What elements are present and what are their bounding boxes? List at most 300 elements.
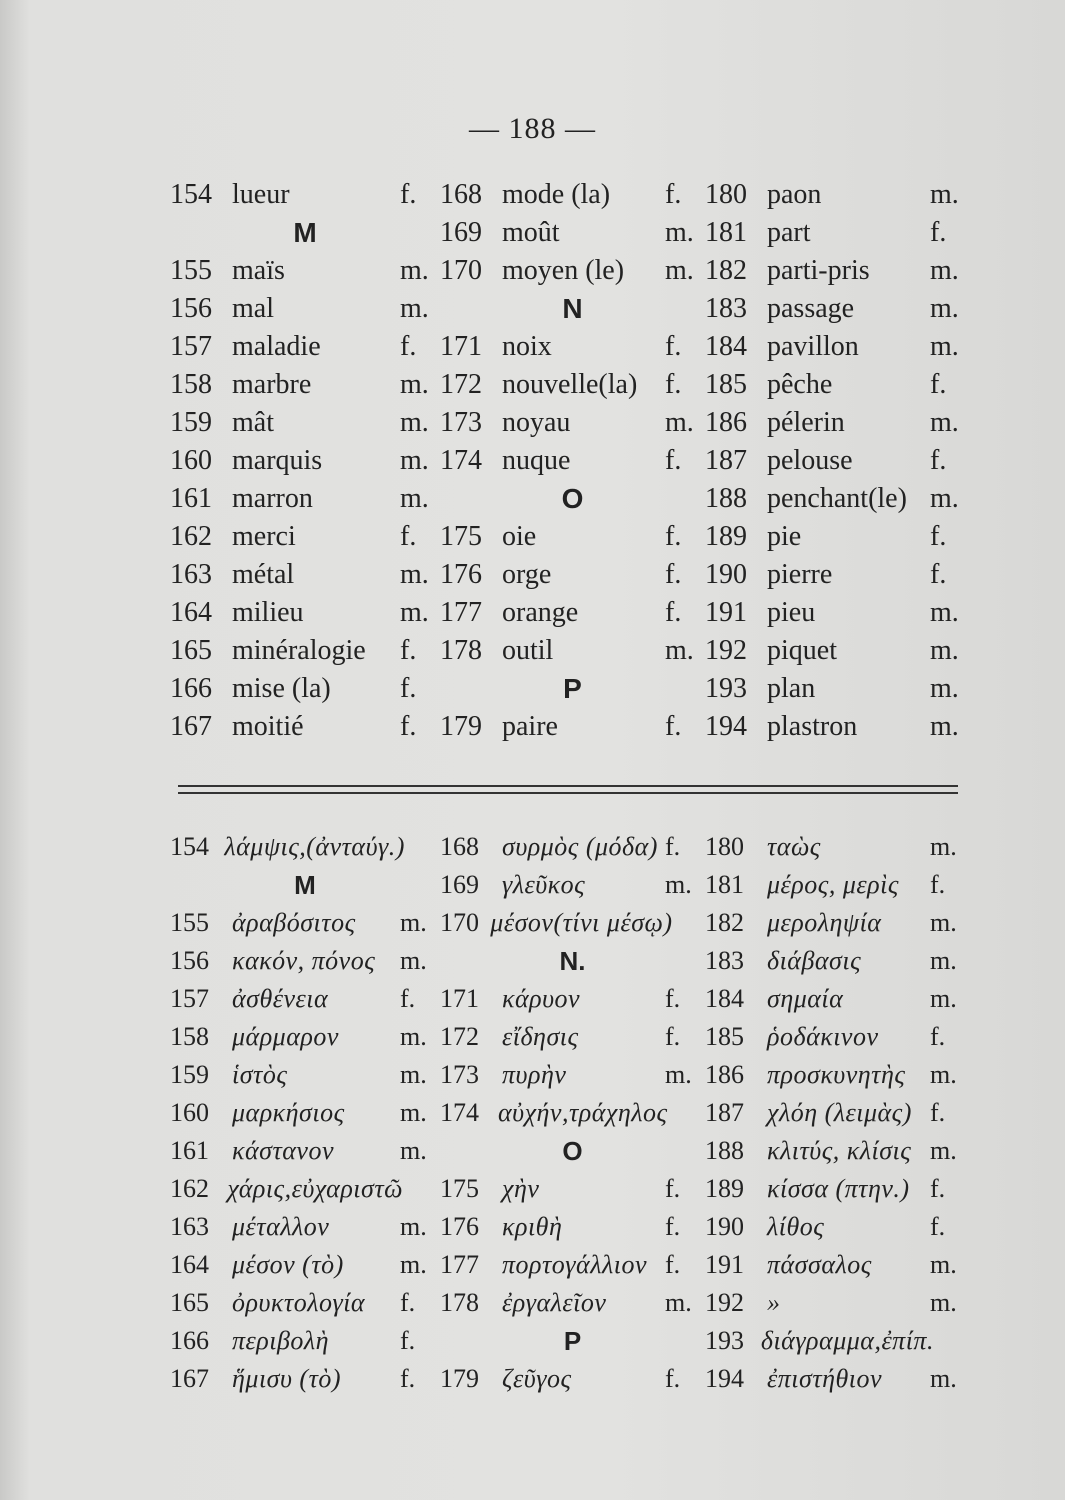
entry-gender: m. [930,597,959,628]
entry-gender: f. [930,217,947,248]
entry-term: ἱστὸς [232,1060,288,1089]
entry-term: ῥοδάκινον [767,1022,879,1051]
entry-number: 154 [170,179,212,210]
entry-term: paire [502,711,558,742]
entry-number: 169 [440,217,482,248]
entry-gender: m. [400,1212,427,1241]
entry-term: ἀραβόσιτος [232,908,356,937]
vocab-entry [705,1246,970,1284]
letter-heading-text: N [562,293,583,324]
letter-heading-text: O [562,1136,583,1166]
entry-term: milieu [232,597,304,628]
entry-number: 157 [170,984,209,1013]
vocab-entry [440,1284,705,1322]
entry-number: 171 [440,331,482,362]
entry-number: 159 [170,407,212,438]
entry-term: lueur [232,179,290,210]
entry-number: 173 [440,1060,479,1089]
vocab-entry [705,480,970,518]
vocab-entry [170,828,440,866]
entry-number: 179 [440,1364,479,1393]
vocab-column [170,176,440,746]
page-number: — 188 — [469,112,596,145]
vocab-entry [705,1322,970,1360]
entry-term: μέσον(τίνι μέσῳ) [490,908,673,937]
entry-gender: f. [665,331,682,362]
entry-term: marquis [232,445,323,476]
entry-term: λίθος [767,1212,825,1241]
section-divider [178,785,958,794]
entry-term: κάρυον [502,984,581,1013]
entry-number: 190 [705,559,747,590]
vocab-entry [170,556,440,594]
entry-gender: m. [400,908,427,937]
entry-term: pélerin [767,407,845,438]
entry-number: 166 [170,1326,209,1355]
entry-gender: m. [930,1060,957,1089]
entry-term: orge [502,559,552,590]
vocab-entry [705,1132,970,1170]
entry-term: προσκυνητὴς [767,1060,906,1089]
entry-term: κλιτύς, κλίσις [767,1136,912,1165]
entry-number: 156 [170,293,212,324]
entry-gender: f. [665,984,681,1013]
entry-gender: m. [665,255,694,286]
vocab-column [440,176,705,746]
entry-gender: f. [665,1174,681,1203]
entry-term: συρμὸς (μόδα) [502,832,658,861]
entry-term: περιβολὴ [232,1326,330,1355]
entry-number: 165 [170,1288,209,1317]
entry-gender: m. [930,908,957,937]
entry-term: part [767,217,811,248]
entry-term: outil [502,635,554,666]
entry-term: mât [232,407,274,438]
entry-number: 181 [705,870,744,899]
vocab-entry [440,328,705,366]
entry-gender: f. [400,1364,416,1393]
entry-gender: m. [400,483,429,514]
entry-term: κίσσα (πτην.) [767,1174,910,1203]
vocab-entry [440,1208,705,1246]
entry-number: 190 [705,1212,744,1241]
entry-term: χάρις,εὐχαριστῶ [227,1174,404,1203]
entry-number: 184 [705,984,744,1013]
vocab-entry [705,176,970,214]
entry-number: 186 [705,1060,744,1089]
letter-heading [440,942,705,980]
entry-term: μέσον (τὸ) [232,1250,344,1279]
vocab-entry [440,442,705,480]
letter-heading-text: O [561,483,584,514]
entry-number: 172 [440,1022,479,1051]
vocab-entry [705,594,970,632]
entry-gender [668,1094,705,1132]
vocab-entry [440,252,705,290]
entry-number: 160 [170,445,212,476]
vocab-entry [170,480,440,518]
entry-number: 184 [705,331,747,362]
entry-term: paon [767,179,822,210]
vocab-entry [170,1360,440,1398]
entry-term: ὀρυκτολογία [232,1288,366,1317]
vocab-column [170,828,440,1398]
vocab-entry [440,632,705,670]
entry-gender: m. [930,711,959,742]
entry-term: » [767,1288,781,1317]
entry-gender: f. [400,179,417,210]
vocab-entry [705,904,970,942]
entry-term: μαρκήσιος [232,1098,345,1127]
entry-term: merci [232,521,296,552]
entry-gender: m. [400,445,429,476]
vocab-column [705,828,970,1398]
vocab-entry [440,1246,705,1284]
entry-term: pelouse [767,445,853,476]
entry-gender: m. [930,946,957,975]
entry-number: 158 [170,1022,209,1051]
vocab-entry [440,708,705,746]
letter-heading [170,214,440,252]
entry-gender: f. [930,1022,946,1051]
entry-number: 160 [170,1098,209,1127]
entry-number: 173 [440,407,482,438]
entry-number: 156 [170,946,209,975]
vocab-entry [440,980,705,1018]
entry-term: mise (la) [232,673,331,704]
vocab-entry [440,866,705,904]
entry-gender: m. [400,1022,427,1051]
vocab-entry [170,328,440,366]
entry-gender: m. [930,673,959,704]
entry-gender: f. [400,1288,416,1317]
vocab-entry [170,632,440,670]
entry-gender: f. [400,635,417,666]
letter-heading-text: N. [559,946,586,976]
entry-gender: m. [665,635,694,666]
vocab-entry [440,176,705,214]
entry-number: 168 [440,179,482,210]
entry-gender: f. [665,445,682,476]
letter-heading-text: M [293,217,317,248]
entry-term: nuque [502,445,571,476]
entry-number: 179 [440,711,482,742]
entry-term: pavillon [767,331,859,362]
entry-gender: f. [400,711,417,742]
vocab-entry [440,404,705,442]
entry-gender: m. [930,984,957,1013]
vocab-entry [705,252,970,290]
vocab-entry [440,1056,705,1094]
entry-number: 193 [705,1326,744,1355]
vocab-entry [705,1094,970,1132]
entry-gender: f. [930,445,947,476]
vocab-entry [705,942,970,980]
entry-gender: f. [665,1212,681,1241]
entry-number: 182 [705,255,747,286]
entry-number: 159 [170,1060,209,1089]
entry-term: κακόν, πόνος [232,946,376,975]
vocab-column [705,176,970,746]
vocab-entry [440,904,705,942]
entry-number: 180 [705,832,744,861]
entry-number: 183 [705,293,747,324]
entry-gender: f. [930,870,946,899]
entry-term: κριθὴ [502,1212,563,1241]
entry-number: 167 [170,711,212,742]
entry-number: 162 [170,1174,209,1203]
entry-term: πορτογάλλιον [502,1250,647,1279]
entry-number: 162 [170,521,212,552]
entry-gender: f. [665,711,682,742]
vocab-entry [705,1208,970,1246]
entry-gender: m. [400,1098,427,1127]
entry-term: πυρὴν [502,1060,567,1089]
vocab-entry [170,290,440,328]
entry-gender: m. [400,1060,427,1089]
entry-number: 192 [705,1288,744,1317]
entry-number: 176 [440,1212,479,1241]
letter-heading [440,290,705,328]
entry-number: 172 [440,369,482,400]
vocab-entry [705,980,970,1018]
greek-columns [170,828,970,1398]
entry-gender: f. [930,1098,946,1127]
entry-number: 177 [440,1250,479,1279]
entry-number: 181 [705,217,747,248]
entry-number: 177 [440,597,482,628]
vocab-entry [705,1170,970,1208]
vocab-entry [705,328,970,366]
vocab-entry [705,518,970,556]
entry-gender [403,1170,440,1208]
entry-gender: m. [665,870,692,899]
vocab-entry [170,176,440,214]
entry-gender: m. [400,559,429,590]
french-vocabulary-list [170,176,970,746]
vocab-entry [170,1132,440,1170]
entry-number: 180 [705,179,747,210]
entry-gender: f. [665,832,681,861]
entry-term: μέταλλον [232,1212,330,1241]
vocab-entry [170,1246,440,1284]
entry-gender: m. [665,1288,692,1317]
entry-gender: m. [400,1136,427,1165]
entry-number: 169 [440,870,479,899]
entry-gender: f. [665,521,682,552]
entry-gender: m. [400,407,429,438]
vocab-entry [440,1170,705,1208]
entry-gender [673,904,705,942]
vocab-entry [170,404,440,442]
vocab-column [440,828,705,1398]
entry-gender: m. [930,293,959,324]
vocab-entry [170,1322,440,1360]
vocab-entry [705,1018,970,1056]
entry-number: 154 [170,832,209,861]
vocab-entry [705,366,970,404]
vocab-entry [170,1056,440,1094]
entry-term: pêche [767,369,833,400]
entry-number: 189 [705,1174,744,1203]
entry-term: maïs [232,255,285,286]
entry-gender: f. [665,1022,681,1051]
vocab-entry [705,708,970,746]
entry-term: ἥμισυ (τὸ) [232,1364,342,1393]
entry-term: μάρμαρον [232,1022,339,1051]
entry-gender: m. [400,293,429,324]
entry-gender: m. [930,483,959,514]
vocab-entry [440,1018,705,1056]
entry-gender: m. [930,407,959,438]
vocab-entry [170,1018,440,1056]
entry-gender: m. [930,1250,957,1279]
entry-gender: f. [665,369,682,400]
vocab-entry [705,1284,970,1322]
vocab-entry [705,828,970,866]
entry-term: χὴν [502,1174,540,1203]
entry-number: 191 [705,1250,744,1279]
vocab-entry [705,442,970,480]
vocab-entry [440,594,705,632]
vocab-entry [705,670,970,708]
entry-term: λάμψις,(ἀνταύγ.) [224,832,405,861]
entry-term: χλόη (λειμὰς) [767,1098,912,1127]
vocab-entry [170,366,440,404]
entry-gender: m. [930,1136,957,1165]
entry-term: μεροληψία [767,908,882,937]
entry-term: marbre [232,369,312,400]
letter-heading-text: P [563,1326,582,1356]
entry-gender: f. [400,984,416,1013]
entry-term: ταὼς [767,832,821,861]
vocab-entry [705,556,970,594]
entry-number: 176 [440,559,482,590]
entry-number: 183 [705,946,744,975]
entry-number: 178 [440,1288,479,1317]
entry-number: 189 [705,521,747,552]
vocab-entry [170,942,440,980]
entry-number: 188 [705,1136,744,1165]
entry-gender: m. [400,946,427,975]
entry-gender: m. [930,635,959,666]
entry-term: minéralogie [232,635,366,666]
vocab-entry [170,442,440,480]
entry-term: ζεῦγος [502,1364,572,1393]
entry-number: 188 [705,483,747,514]
letter-heading-text: P [563,673,582,704]
vocab-entry [170,518,440,556]
entry-number: 165 [170,635,212,666]
vocab-entry [705,866,970,904]
entry-term: noyau [502,407,571,438]
vocab-entry [170,594,440,632]
entry-term: plastron [767,711,858,742]
entry-number: 185 [705,369,747,400]
vocab-entry [440,366,705,404]
entry-number: 187 [705,445,747,476]
vocab-entry [170,980,440,1018]
entry-number: 193 [705,673,747,704]
entry-gender: m. [930,255,959,286]
vocab-entry [170,1208,440,1246]
letter-heading [440,1132,705,1170]
entry-term: pie [767,521,802,552]
entry-term: piquet [767,635,837,666]
greek-vocabulary-list [170,828,970,1398]
vocab-entry [705,214,970,252]
entry-gender: m. [400,1250,427,1279]
entry-number: 170 [440,255,482,286]
vocab-entry [705,404,970,442]
vocab-entry [170,1094,440,1132]
entry-term: αὐχήν,τράχηλος [498,1098,668,1127]
entry-term: ἐπιστήθιον [767,1364,883,1393]
entry-term: mode (la) [502,179,611,210]
entry-gender: m. [400,255,429,286]
entry-gender: f. [930,559,947,590]
vocab-entry [440,556,705,594]
entry-term: κάστανον [232,1136,334,1165]
entry-term: ἀσθένεια [232,984,329,1013]
entry-term: moyen (le) [502,255,625,286]
entry-gender: f. [665,597,682,628]
entry-gender: f. [665,1250,681,1279]
vocab-entry [705,290,970,328]
vocab-entry [170,708,440,746]
vocab-entry [170,252,440,290]
vocab-entry [170,1170,440,1208]
entry-term: pierre [767,559,833,590]
vocab-entry [440,518,705,556]
entry-gender: m. [930,1288,957,1317]
entry-term: διάβασις [767,946,862,975]
french-columns [170,176,970,746]
entry-term: διάγραμμα,ἐπίπ. [760,1326,934,1355]
entry-number: 158 [170,369,212,400]
entry-term: mal [232,293,274,324]
entry-term: πάσσαλος [767,1250,872,1279]
entry-number: 175 [440,521,482,552]
entry-number: 182 [705,908,744,937]
entry-gender: f. [665,179,682,210]
vocab-entry [170,904,440,942]
entry-number: 192 [705,635,747,666]
entry-number: 178 [440,635,482,666]
entry-number: 185 [705,1022,744,1051]
entry-number: 155 [170,255,212,286]
entry-number: 174 [440,1098,479,1127]
entry-term: moitié [232,711,304,742]
entry-term: oie [502,521,537,552]
vocab-entry [170,670,440,708]
entry-gender: m. [400,369,429,400]
entry-gender: f. [665,559,682,590]
entry-number: 171 [440,984,479,1013]
entry-gender: f. [400,521,417,552]
vocab-entry [440,214,705,252]
entry-number: 168 [440,832,479,861]
entry-gender: m. [930,179,959,210]
entry-gender: f. [400,1326,416,1355]
entry-gender: f. [665,1364,681,1393]
entry-term: maladie [232,331,321,362]
entry-gender: f. [930,369,947,400]
entry-number: 161 [170,483,212,514]
entry-term: pieu [767,597,816,628]
entry-number: 175 [440,1174,479,1203]
entry-gender [934,1322,970,1360]
